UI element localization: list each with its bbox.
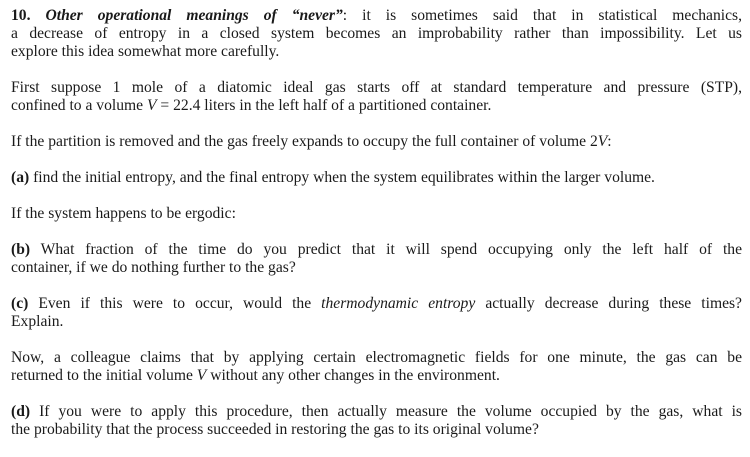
text-line [11,97,742,115]
emphasis-text: V [597,133,608,150]
problem-document [11,7,742,457]
text-line [11,133,742,151]
problem-intro [11,7,742,61]
text-segment [31,7,46,24]
text-segment: If the partition is removed and the gas freely expands to occupy the full container of volume 2 [11,133,598,150]
expansion-paragraph [11,133,742,151]
text-segment: explore this idea somewhat more carefully. [11,43,280,60]
text-segment: Explain. [11,313,64,330]
setup-paragraph [11,79,742,115]
text-segment: the probability that the process succeeded in restoring the gas to its original volume? [11,421,539,438]
part-c [11,295,742,331]
text-segment: without any other changes in the environment. [206,367,500,384]
text-segment: container, if we do nothing further to the gas? [11,259,296,276]
text-line [11,169,742,187]
part-label: (d) [11,403,31,420]
text-segment: a decrease of entropy in a closed system becomes an improbability rather than impossibility. Let us [11,25,742,42]
text-line [11,295,742,313]
part-d [11,403,742,439]
problem-title: Other operational meanings of “never” [45,7,343,24]
text-line [11,25,742,43]
text-line [11,241,742,259]
part-label: (c) [11,295,29,312]
text-segment: Even if this were to occur, would the [28,295,322,312]
text-line [11,313,742,331]
text-segment: = 22.4 liters in the left half of a partitioned container. [156,97,492,114]
text-line [11,367,742,385]
ergodic-paragraph [11,205,742,223]
text-segment: If the system happens to be ergodic: [11,205,236,222]
text-line [11,7,742,25]
part-label: 10. [11,7,31,24]
text-segment: returned to the initial volume [11,367,197,384]
emphasis-text: thermodynamic entropy [321,295,476,312]
text-line [11,205,742,223]
part-label: (a) [11,169,30,186]
text-line [11,421,742,439]
text-segment: If you were to apply this procedure, then actually measure the volume occupied by the gas, what is [30,403,742,420]
text-segment: actually decrease during these times? [475,295,742,312]
part-b [11,241,742,277]
text-segment: What fraction of the time do you predict that it will spend occupying only the left half of the [30,241,742,258]
part-label: (b) [11,241,31,258]
text-segment: confined to a volume [11,97,147,114]
part-a [11,169,742,187]
text-line [11,259,742,277]
text-line [11,79,742,97]
text-line [11,43,742,61]
colleague-paragraph [11,349,742,385]
text-line [11,349,742,367]
emphasis-text: V [146,97,157,114]
text-segment: Now, a colleague claims that by applying certain electromagnetic fields for one minute, the gas can be [11,349,742,366]
emphasis-text: V [196,367,207,384]
text-segment: : [607,133,612,150]
text-segment: First suppose 1 mole of a diatomic ideal gas starts off at standard temperature and pressure (STP), [11,79,742,96]
text-segment: find the initial entropy, and the final entropy when the system equilibrates within the larger volume. [29,169,655,186]
text-line [11,403,742,421]
text-segment: : it is sometimes said that in statistical mechanics, [342,7,742,24]
